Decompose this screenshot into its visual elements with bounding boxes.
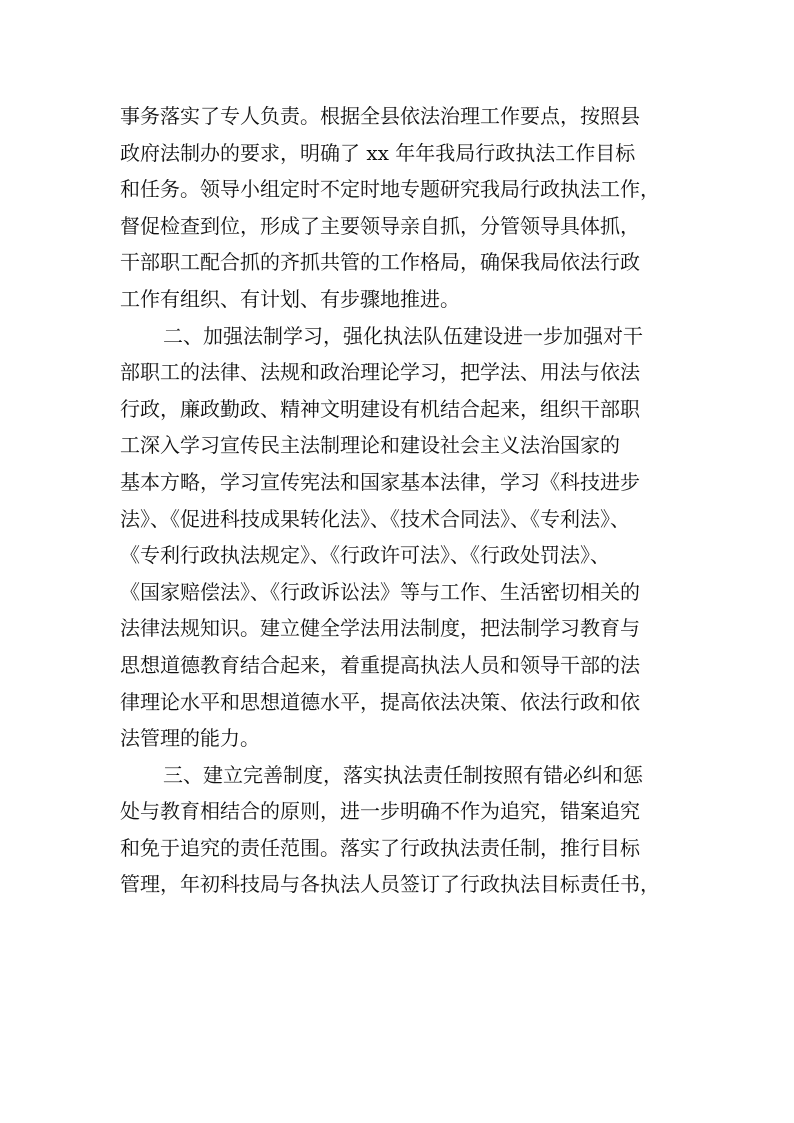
text-line: 法》、《促进科技成果转化法》、《技术合同法》、《专利法》、 [120, 506, 630, 531]
text-line: 思想道德教育结合起来，着重提高执法人员和领导干部的法 [120, 652, 640, 677]
text-line: 基本方略，学习宣传宪法和国家基本法律，学习《科技进步 [120, 469, 640, 494]
text-line: 政府法制办的要求，明确了 xx 年年我局行政执法工作目标 [120, 140, 636, 165]
body-text [120, 98, 700, 903]
text-line: 和任务。领导小组定时不定时地专题研究我局行政执法工作， [120, 177, 660, 202]
text-line: 行政，廉政勤政、精神文明建设有机结合起来，组织干部职 [120, 396, 640, 421]
text-line: 处与教育相结合的原则，进一步明确不作为追究，错案追究 [120, 799, 640, 824]
text-line: 管理，年初科技局与各执法人员签订了行政执法目标责任书， [120, 872, 660, 897]
text-line: 督促检查到位，形成了主要领导亲自抓，分管领导具体抓， [120, 213, 640, 238]
text-line: 律理论水平和思想道德水平，提高依法决策、依法行政和依 [120, 689, 640, 714]
text-line: 工深入学习宣传民主法制理论和建设社会主义法治国家的 [120, 433, 620, 458]
text-line: 《专利行政执法规定》、《行政许可法》、《行政处罚法》、 [120, 543, 610, 568]
text-line: 法管理的能力。 [120, 726, 260, 751]
paragraph-heading-line: 三、建立完善制度，落实执法责任制按照有错必纠和惩 [163, 762, 643, 787]
text-line: 工作有组织、有计划、有步骤地推进。 [120, 286, 460, 311]
text-line: 干部职工配合抓的齐抓共管的工作格局，确保我局依法行政 [120, 250, 640, 275]
text-line: 部职工的法律、法规和政治理论学习，把学法、用法与依法 [120, 360, 640, 385]
text-line: 法律法规知识。建立健全学法用法制度，把法制学习教育与 [120, 616, 640, 641]
paragraph-heading-line: 二、加强法制学习，强化执法队伍建设进一步加强对干 [163, 323, 643, 348]
text-line: 和免于追究的责任范围。落实了行政执法责任制，推行目标 [120, 835, 640, 860]
text-line: 事务落实了专人负责。根据全县依法治理工作要点，按照县 [120, 104, 640, 128]
text-line: 《国家赔偿法》、《行政诉讼法》等与工作、生活密切相关的 [120, 579, 640, 604]
